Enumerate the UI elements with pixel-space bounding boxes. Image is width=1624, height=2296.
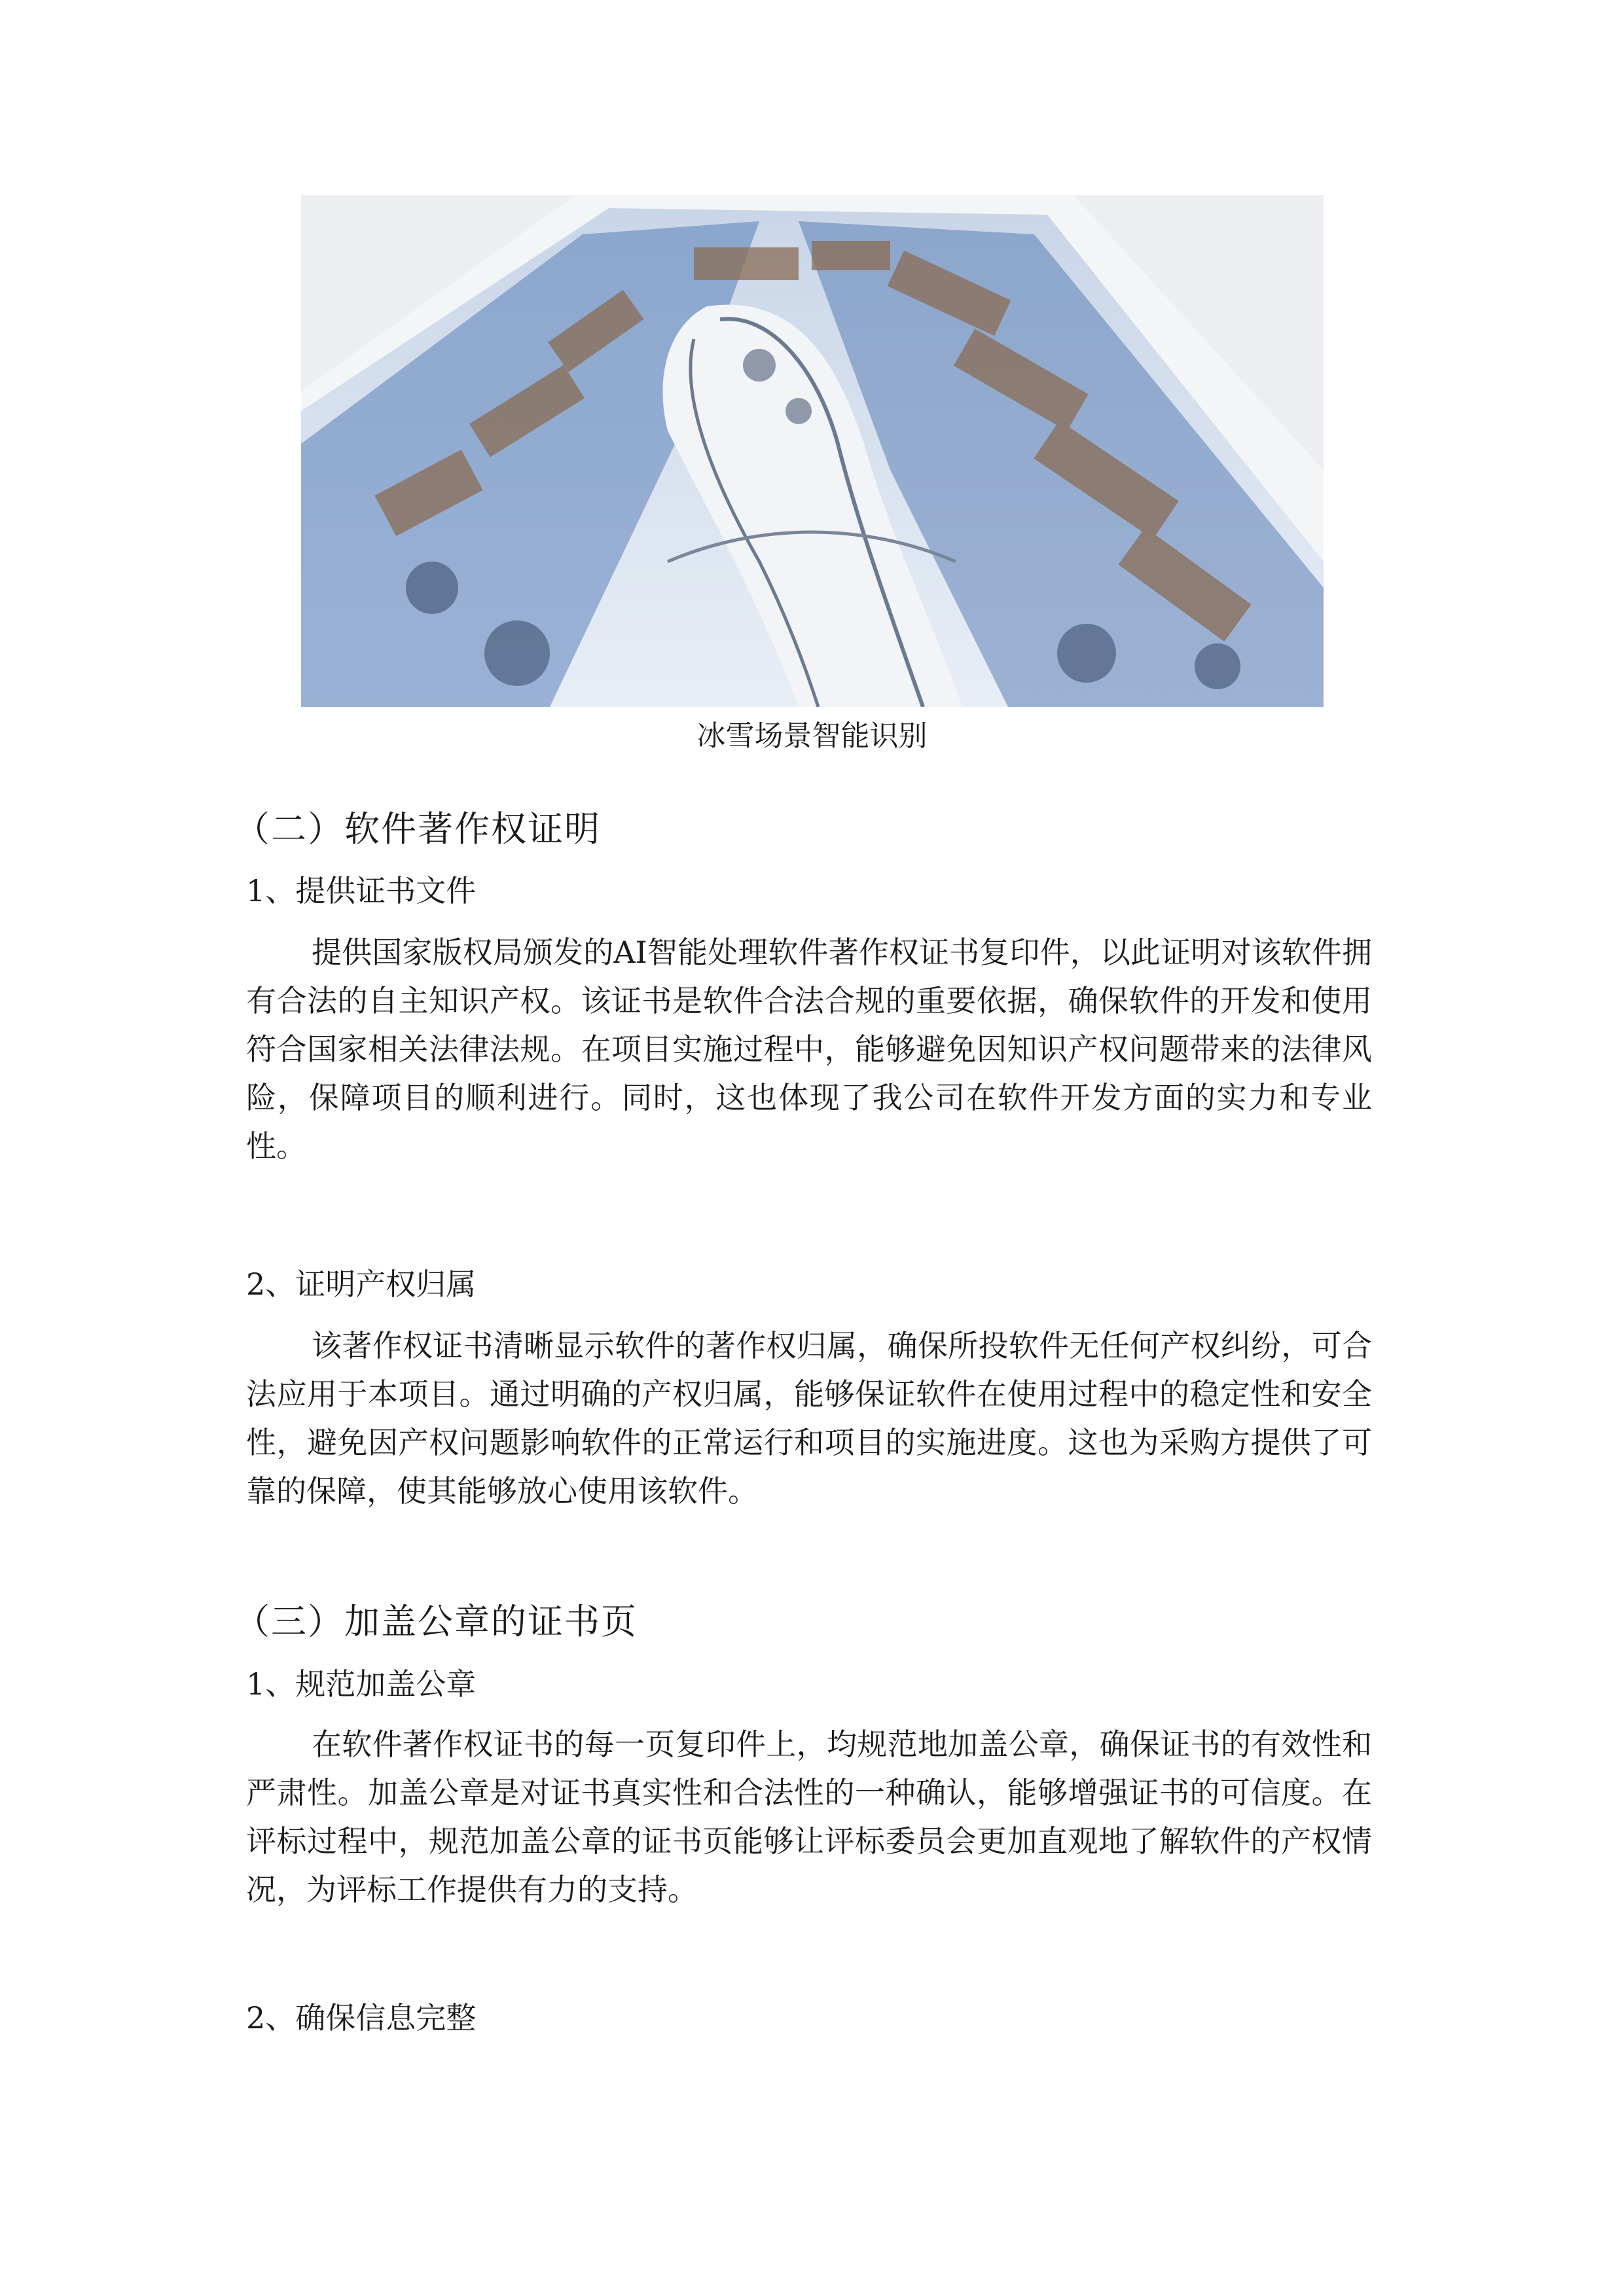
section-2-heading: （二）软件著作权证明: [234, 808, 601, 850]
section-2-sub1-heading: 1、提供证书文件: [246, 873, 477, 908]
figure-caption: 冰雪场景智能识别: [696, 719, 928, 753]
section-3-sub1-paragraph: 在软件著作权证书的每一页复印件上，均规范地加盖公章，确保证书的有效性和严肃性。加盖公章是对证书真实性和合法性的一种确认，能够增强证书的可信度。在评标过程中，规范加盖公章的证书页能够让评标委员会更加直观地了解软件的产权情况，为评标工作提供有力的支持。: [246, 1727, 1372, 1907]
snow-scene-image: [301, 195, 1324, 707]
section-2-sub2-heading: 2、证明产权归属: [246, 1266, 477, 1302]
section-2-sub2-paragraph: 该著作权证书清晰显示软件的著作权归属，确保所投软件无任何产权纠纷，可合法应用于本项目。通过明确的产权归属，能够保证软件在使用过程中的稳定性和安全性，避免因产权问题影响软件的正常运行和项目的实施进度。这也为采购方提供了可靠的保障，使其能够放心使用该软件。: [246, 1328, 1372, 1509]
section-3-sub1-heading: 1、规范加盖公章: [246, 1666, 477, 1702]
section-3-sub2-heading: 2、确保信息完整: [246, 2000, 477, 2036]
snow-scene-figure: [301, 195, 1324, 707]
section-2-sub1-paragraph: 提供国家版权局颁发的AI智能处理软件著作权证书复印件，以此证明对该软件拥有合法的自主知识产权。该证书是软件合法合规的重要依据，确保软件的开发和使用符合国家相关法律法规。在项目实施过程中，能够避免因知识产权问题带来的法律风险，保障项目的顺利进行。同时，这也体现了我公司在软件开发方面的实力和专业性。: [246, 935, 1372, 1164]
section-3-heading: （三）加盖公章的证书页: [234, 1601, 638, 1642]
